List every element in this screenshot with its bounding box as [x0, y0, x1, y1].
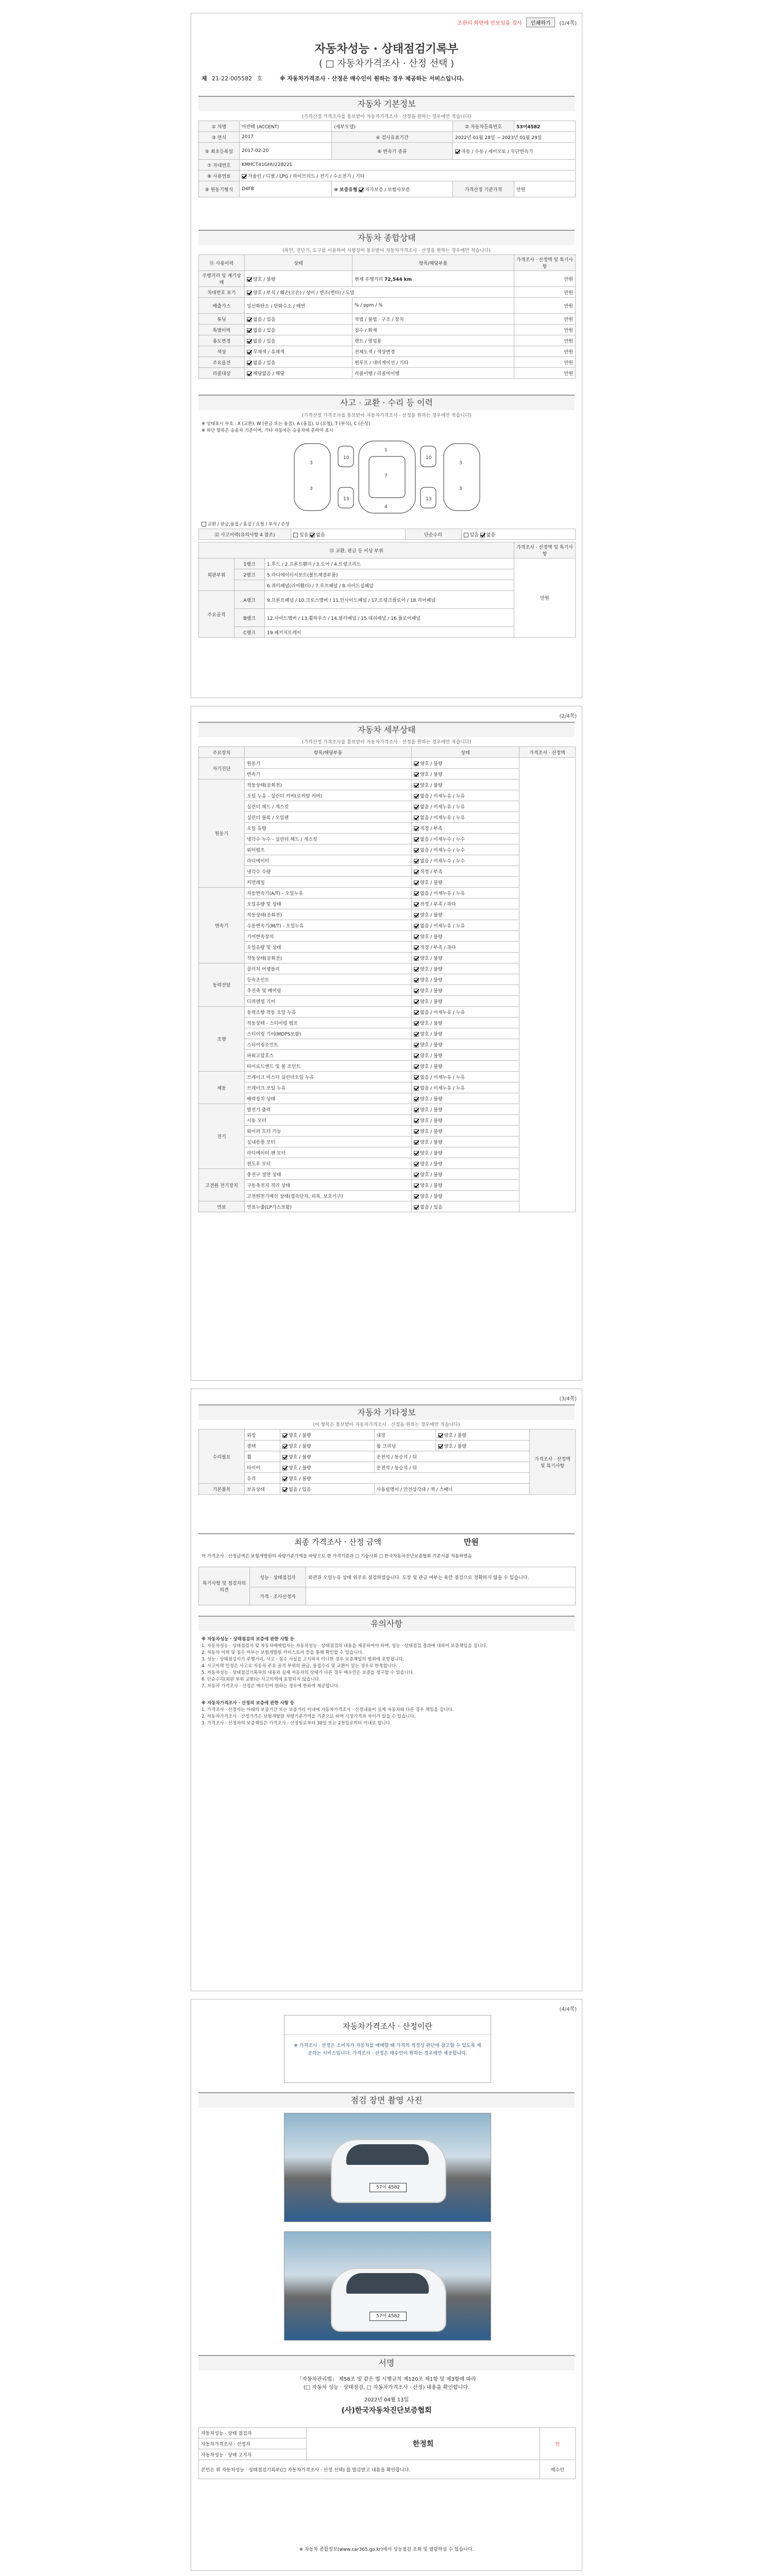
- summary-note: (육안, 진단기, 도구를 이용하여 시험장비 통보받아 자동차가격조사 · 산정을 원하는 경우에만 적습니다): [282, 248, 491, 253]
- page-number: (1/4쪽): [559, 20, 577, 26]
- detail-state: 없음 / 미세누유 / 누유: [420, 1075, 465, 1080]
- table-row: B랭크 12.사이드멤버 / 13.휠하우스 / 14.필러패널 / 15.대쉬패널 / 16.플로어패널: [199, 609, 576, 627]
- checkbox: [414, 761, 418, 766]
- accident-legend: 교환 / 판금,용접 / 흠집 / 요철 / 부식 / 손상: [201, 521, 290, 527]
- detail-state: 양호 / 불량: [420, 977, 443, 983]
- detail-item: 냉각수 누수 - 실린더 헤드 / 개스킷: [245, 834, 412, 844]
- summary-heading: 자동차 종합상태: [198, 230, 575, 245]
- checkbox: [414, 999, 418, 1004]
- price-service-notice: [284, 2015, 491, 2083]
- basic-info-table: [198, 121, 576, 197]
- table-row: C랭크 19.패키지트레이: [199, 627, 576, 638]
- final-price-unit: 만원: [463, 1537, 479, 1547]
- detail-state: 양호 / 불량: [420, 912, 443, 918]
- etc-note: (이 항목은 통보받아 자동차가격조사 · 산정을 원하는 경우에만 적습니다): [313, 1422, 460, 1428]
- detail-item: 타이로드엔드 및 볼 조인트: [245, 1061, 412, 1072]
- table-row: ① 차명 아반떼 (ACCENT) (세부모델) ② 자동차등록번호 53어4582: [199, 121, 576, 132]
- page-3: [191, 1388, 582, 1991]
- detail-item: 자동변속기(A/T) - 오일누유: [245, 888, 412, 899]
- notice-text: ※ 가격조사 · 산정은 소비자가 자동차를 매매할 때 가격의 적정성 판단에 참고할 수 있도록 제공하는 서비스입니다. 가격조사 · 산정은 매수인이 원하는 경우에만 제공합니다.: [294, 2043, 481, 2056]
- checkbox: [414, 1043, 418, 1047]
- checkbox: [414, 924, 418, 928]
- detail-group-name: 연료: [199, 1201, 245, 1212]
- detail-state: 양호 / 불량: [420, 1183, 443, 1189]
- checkbox: [414, 794, 418, 799]
- summary-table: [198, 255, 576, 379]
- checkbox: [414, 978, 418, 982]
- checkbox: [414, 1194, 418, 1199]
- checkbox: [414, 913, 418, 918]
- detail-item: 배력장치 상태: [245, 1093, 412, 1104]
- accident-note: (가격산정 가격조사를 통보받아 자동차가격조사 · 산정을 원하는 경우에만 적습니다): [301, 413, 472, 418]
- table-row: [199, 942, 576, 953]
- detail-group-name: 전기: [199, 1104, 245, 1169]
- detail-state: 양호 / 불량: [420, 988, 443, 994]
- detail-item: 구동축전지 격리 상태: [245, 1180, 412, 1191]
- table-row: [199, 877, 576, 888]
- checkbox: [414, 1075, 418, 1080]
- checkbox: [414, 891, 418, 896]
- detail-state: 양호 / 불량: [420, 772, 443, 777]
- table-row: 자동차성능 · 상태 점검자 한정희 인: [199, 2428, 576, 2438]
- checkbox: [359, 188, 363, 192]
- detail-state: 양호 / 불량: [420, 783, 443, 788]
- table-row: [199, 953, 576, 963]
- table-row: [199, 1191, 576, 1201]
- detail-item: 충전구 절연 상태: [245, 1169, 412, 1180]
- table-row: 배출가스 일산화탄소 / 탄화수소 / 매연 % / ppm / % 만원: [199, 298, 576, 314]
- checkbox: [414, 1205, 418, 1210]
- detail-item: 작동상태(공회전): [245, 953, 412, 963]
- table-row: [199, 985, 576, 996]
- table-row: [199, 790, 576, 801]
- table-row: ③ 연식 2017 ④ 검사유효기간 2022년 01월 28일 ~ 2023년 01월 29일: [199, 132, 576, 143]
- detail-item: 브레이크 오일 누유: [245, 1082, 412, 1093]
- checkbox: [414, 1183, 418, 1188]
- table-row: 주요옵션 없음 / 있음 썬루프 / 네비게이션 / 기타 만원: [199, 357, 576, 368]
- page-number: (2/4쪽): [559, 713, 577, 719]
- table-row: 주요장치 항목/해당부품 상태 가격조사 · 산정액: [199, 747, 576, 758]
- detail-state: 없음 / 미세누수 / 누수: [420, 837, 465, 842]
- detail-item: 냉각수 수량: [245, 866, 412, 877]
- detail-item: 디퍼렌셜 기어: [245, 996, 412, 1007]
- detail-state: 양호 / 불량: [420, 1021, 443, 1026]
- checkbox: [414, 1129, 418, 1134]
- detail-state: 양호 / 불량: [420, 956, 443, 961]
- table-row: 휠 양호 / 불량 운전석 / 동승석 / 뒤: [199, 1451, 576, 1462]
- notice-title: 자동차가격조사 · 산정이란: [284, 2021, 491, 2035]
- table-row: [199, 931, 576, 942]
- detail-item: 커먼레일: [245, 877, 412, 888]
- table-row: [199, 1082, 576, 1093]
- table-row: [199, 996, 576, 1007]
- table-row: ⑪ 사용이력 상태 항목/해당부품 가격조사 · 산정액 및 특기사항: [199, 255, 576, 271]
- table-row: 기본품목 보유상태 없음 / 있음 사용설명서 / 안전삼각대 / 잭 / 스패너: [199, 1484, 576, 1495]
- caution-list: ※ 자동차성능 · 상태점검의 보증에 관한 사항 등 1. 자동차성능 · 상태점검자 및 자동차매매업자는 자동차성능 · 상태점검의 내용을 제공하여야 하며, 성능 · 상태점검 결과에 대하여 보증책임을 집니다. 2. 자동차 이력 및 침수 여부는 보험개발원 카히스토리 등을 통해 확인할 수 있습니다. 3. 성능 · 상태점검자가 주행거리, 사고 · 침수 사실을 고지하지 아니한 경우 보증책임의 범위에 포함됩니다. 4. 사고이력 인정은 사고로 자동차 주요 골격 부위의 판금, 용접수리 및 교환이 있는 경우로 한정합니다. 5. 자동차성능 · 상태점검기록부의 내용과 실제 자동차의 상태가 다른 경우 매수인은 보증을 청구할 수 있습니다. 6. 단순수리(외판 부위 교환)는 사고이력에 포함되지 않습니다. 7. 자동차 가격조사 · 산정은 매수인이 원하는 경우에 한하여 제공합니다. ※ 자동차가격조사 · 산정의 보증에 관한 사항 등 1. 가격조사 · 산정자는 아래의 보증기간 또는 보증거리 이내에 자동차가격조사 · 산정내용이 실제 자동차와 다른 경우 책임을 집니다. 2. 자동차가격조사 · 산정가격은 보험개발원 차량기준가액을 기준으로 하며 시장가격과 차이가 있을 수 있습니다. 3. 가격조사 · 산정자의 보증책임은 가격조사 · 산정일로부터 30일 또는 2천킬로미터 이내로 합니다.: [201, 1637, 488, 1726]
- detail-item: 라디에이터: [245, 855, 412, 866]
- signature-table: [198, 2427, 576, 2479]
- checkbox: [414, 1173, 418, 1177]
- caution-heading: 유의사항: [198, 1616, 575, 1631]
- table-row: [199, 758, 576, 769]
- checkbox: [414, 1086, 418, 1091]
- checkbox: [414, 1118, 418, 1123]
- svg-text:3: 3: [459, 461, 462, 466]
- detail-state: 양호 / 불량: [420, 1053, 443, 1059]
- detail-item: 오일유량 및 상태: [245, 942, 412, 953]
- table-row: [199, 855, 576, 866]
- table-row: [199, 909, 576, 920]
- table-row: 차대번호 표기 양호 / 부식 / 훼손(오손) / 상이 / 변조(변타) / 도말 만원: [199, 287, 576, 298]
- document-subtitle: ( □ 자동차가격조사 · 산정 선택 ): [318, 58, 455, 69]
- checkbox: [414, 1054, 418, 1058]
- table-row: [199, 1050, 576, 1061]
- table-row: 2랭크 5.라디에이터서포트(볼트체결부품): [199, 569, 576, 580]
- checkbox: [414, 1140, 418, 1145]
- table-row: [199, 801, 576, 812]
- checkbox: [414, 826, 418, 831]
- page-number: (3/4쪽): [559, 1396, 577, 1402]
- table-row: [199, 963, 576, 974]
- checkbox: [414, 772, 418, 777]
- table-row: [199, 1093, 576, 1104]
- table-row: [199, 974, 576, 985]
- parts-table: [198, 542, 576, 638]
- table-row: [199, 888, 576, 899]
- basic-info-heading: 자동차 기본정보: [198, 96, 575, 111]
- checkbox: [242, 174, 246, 179]
- svg-text:13: 13: [426, 497, 432, 502]
- detail-heading: 자동차 세부상태: [198, 722, 575, 737]
- checkbox: [414, 837, 418, 842]
- registration-number: 53어4582: [514, 121, 576, 132]
- checkbox: [414, 880, 418, 885]
- detail-state: 없음 / 미세누수 / 누수: [420, 858, 465, 864]
- detail-state: 양호 / 불량: [420, 1129, 443, 1134]
- table-row: [199, 1007, 576, 1018]
- table-row: ⑨ 원동기형식 D4FB ⑩ 보증유형 자가보증 / 보험사보증 가격산정 기준가격 만원: [199, 181, 576, 197]
- detail-item: 추진축 및 베어링: [245, 985, 412, 996]
- inspection-photo-2: [284, 2231, 491, 2341]
- basic-info-note: (가격산정 가격조사를 통보받아 자동차가격조사 · 산정을 원하는 경우에만 적습니다): [301, 114, 472, 120]
- detail-item: 와이퍼 모터 기능: [245, 1126, 412, 1137]
- car-parts-diagram: [284, 438, 490, 516]
- checkbox: [414, 816, 418, 820]
- car-outline-left: [294, 444, 330, 511]
- detail-state: 양호 / 불량: [420, 1140, 443, 1145]
- final-price-text: 이 가격조사 · 산정금액은 보험개발원의 차량기준가액을 바탕으로 한 가격기준과 □ 기술사회 □ 한국자동차진단보증협회 기준서를 적용하였음: [201, 1554, 472, 1559]
- detail-state: 적정 / 부족: [420, 869, 443, 875]
- detail-item: 동력조향 작동 오일 누유: [245, 1007, 412, 1018]
- opinion-table: [198, 1567, 576, 1605]
- detail-item: 수동변속기(M/T) - 오일누유: [245, 920, 412, 931]
- table-row: 가격 · 조사산정자: [199, 1587, 576, 1605]
- detail-state: 없음 / 미세누유 / 누유: [420, 815, 465, 821]
- accident-desc-2: ※ 하단 항목은 승용차 기준이며, 기타 자동차는 승용차에 준하여 표시: [201, 428, 333, 433]
- detail-state: 없음 / 미세누유 / 누유: [420, 1010, 465, 1015]
- print-button[interactable]: 인쇄하기: [526, 18, 556, 27]
- license-plate: 57어 4582: [369, 2183, 407, 2192]
- table-row: [199, 1039, 576, 1050]
- table-row: 리콜대상 해당없음 / 해당 리콜이행 / 리콜미이행 만원: [199, 368, 576, 379]
- detail-state: 양호 / 불량: [420, 1172, 443, 1178]
- signature-heading: 서명: [198, 2355, 575, 2370]
- detail-group-name: 자기진단: [199, 758, 245, 779]
- detail-state: 양호 / 불량: [420, 761, 443, 767]
- table-row: ⑫ 사고이력(유의사항 4 참조) 있음 없음 단순수리 있음 없음: [199, 529, 576, 540]
- table-row: ⑧ 사용연료 가솔린 / 디젤 / LPG / 하이브리드 / 전기 / 수소전기 / 기타: [199, 171, 576, 181]
- detail-state: 양호 / 불량: [420, 1150, 443, 1156]
- detail-item: 파워고압호스: [245, 1050, 412, 1061]
- table-row: 튜닝 없음 / 있음 적법 / 불법 · 구조 / 장치 만원: [199, 314, 576, 325]
- table-row: [199, 1115, 576, 1126]
- doc-no-label: 제: [201, 75, 207, 82]
- checkbox: [455, 149, 460, 154]
- detail-item: 등속조인트: [245, 974, 412, 985]
- checkbox: [414, 989, 418, 993]
- table-row: [199, 866, 576, 877]
- checkbox: [414, 805, 418, 809]
- checkbox: [414, 956, 418, 961]
- page-header: [196, 16, 577, 28]
- detail-state: 없음 / 미세누수 / 누수: [420, 848, 465, 853]
- detail-group-name: 제동: [199, 1072, 245, 1104]
- signer-name: 한정희: [307, 2428, 540, 2460]
- detail-state: 양호 / 불량: [420, 880, 443, 886]
- detail-item: 변속기: [245, 769, 412, 779]
- table-row: 자동차가격조사 · 산정자: [199, 2438, 576, 2449]
- table-row: [199, 812, 576, 823]
- accident-status-table: [198, 529, 576, 540]
- detail-state: 없음 / 미세누유 / 누유: [420, 923, 465, 929]
- checkbox: [414, 783, 418, 788]
- inspection-photo-1: [284, 2113, 491, 2222]
- detail-state: 양호 / 불량: [420, 1161, 443, 1167]
- detail-item: 스티어링 기어(MDPS포함): [245, 1028, 412, 1039]
- detail-item: 워터펌프: [245, 844, 412, 855]
- license-plate: 57어 4582: [369, 2312, 407, 2321]
- svg-text:4: 4: [384, 504, 388, 510]
- table-row: [199, 1126, 576, 1137]
- photo-heading: 점검 장면 촬영 사진: [198, 2092, 575, 2108]
- checkbox: [414, 1032, 418, 1037]
- svg-text:3: 3: [310, 461, 313, 466]
- detail-item: 브레이크 마스터 실린더오일 누유: [245, 1072, 412, 1082]
- page-1: [191, 13, 582, 698]
- checkbox: [414, 1021, 418, 1026]
- checkbox: [414, 967, 418, 972]
- checkbox: [414, 870, 418, 874]
- detail-item: 작동상태(공회전): [245, 779, 412, 790]
- document-number-row: [201, 74, 572, 82]
- detail-item: 연료누출(LP가스포함): [245, 1201, 412, 1212]
- detail-item: 오일 누유 - 실린더 커버(로커암 커버): [245, 790, 412, 801]
- detail-state: 양호 / 불량: [420, 1064, 443, 1070]
- header-warning: 조판의 화면에 안보임을 검사: [457, 20, 522, 26]
- table-row: [199, 1028, 576, 1039]
- page-number: (4/4쪽): [559, 2006, 577, 2012]
- table-row: [199, 899, 576, 909]
- detail-item: 작동상태 - 스티어링 펌프: [245, 1018, 412, 1028]
- table-row: 자동차성능 · 상태 고지자: [199, 2449, 576, 2460]
- detail-item: 작동상태(공회전): [245, 909, 412, 920]
- detail-state: 적정 / 부족 / 과다: [420, 945, 456, 951]
- table-row: 색상 무채색 / 유채색 전체도색 / 색상변경 만원: [199, 346, 576, 357]
- detail-state: 양호 / 불량: [420, 1096, 443, 1102]
- detail-state: 양호 / 불량: [420, 1107, 443, 1113]
- table-row: 유리 양호 / 불량: [199, 1473, 576, 1484]
- doc-no-suffix: 호: [257, 75, 263, 82]
- svg-text:3: 3: [310, 486, 313, 492]
- detail-state: 양호 / 불량: [420, 999, 443, 1005]
- svg-text:1: 1: [384, 448, 388, 453]
- accident-heading: 사고 · 교환 · 수리 등 이력: [198, 395, 575, 410]
- checkbox: [414, 902, 418, 907]
- table-row: [199, 1158, 576, 1169]
- detail-group-name: 고전원 전기장치: [199, 1169, 245, 1201]
- detail-state: 없음 / 미세누유 / 누유: [420, 793, 465, 799]
- checkbox: [414, 935, 418, 939]
- detail-state: 적정 / 부족: [420, 826, 443, 832]
- detail-item: 실내송풍 모터: [245, 1137, 412, 1147]
- detail-item: 시동 모터: [245, 1115, 412, 1126]
- detail-state: 없음 / 미세누유 / 누유: [420, 891, 465, 896]
- checkbox: [414, 1097, 418, 1101]
- detail-state: 양호 / 불량: [420, 934, 443, 940]
- table-row: 용도변경 없음 / 있음 렌트 / 영업용 만원: [199, 335, 576, 346]
- table-row: [199, 779, 576, 790]
- detail-state: 양호 / 불량: [420, 967, 443, 972]
- svg-text:13: 13: [343, 497, 349, 502]
- table-row: [199, 1018, 576, 1028]
- detail-item: 스티어링조인트: [245, 1039, 412, 1050]
- detail-note: (가격산정 가격조사를 통보받아 자동차가격조사 · 산정을 원하는 경우에만 적습니다): [301, 740, 472, 745]
- detail-state: 없음 / 있음: [420, 1205, 443, 1210]
- detail-group-name: 변속기: [199, 888, 245, 963]
- detail-item: 실린더 헤드 / 개스킷: [245, 801, 412, 812]
- detail-item: 기어변속장치: [245, 931, 412, 942]
- detail-group-name: 원동기: [199, 779, 245, 888]
- checkbox: [414, 1010, 418, 1015]
- page-4: [191, 1999, 582, 2571]
- document-title: 자동차성능 · 상태점검기록부: [314, 43, 459, 56]
- table-row: [199, 1147, 576, 1158]
- detail-state: 양호 / 불량: [420, 1042, 443, 1048]
- table-row: [199, 1169, 576, 1180]
- table-row: [199, 823, 576, 834]
- table-row: 타이어 양호 / 불량 운전석 / 동승석 / 뒤: [199, 1462, 576, 1473]
- detail-state: 없음 / 미세누유 / 누유: [420, 1086, 465, 1091]
- table-row: [199, 1201, 576, 1212]
- doc-no-value: 21-22-005582: [212, 75, 253, 82]
- mileage-value: 72,544 km: [384, 277, 412, 282]
- signature-organization: (사)한국자동차진단보증협회: [341, 2406, 432, 2415]
- table-row: [199, 1137, 576, 1147]
- service-notice: ※ 자동차가격조사 · 산정은 매수인이 원하는 경우 제공하는 서비스입니다.: [279, 75, 464, 82]
- table-row: 주요골격 A랭크 9.프론트패널 / 10.크로스멤버 / 11.인사이드패널 / 17.트렁크플로어 / 18.리어패널: [199, 591, 576, 609]
- table-row: [199, 1104, 576, 1115]
- table-row: ⑦ 차대번호 KMHCT41GHU228221: [199, 160, 576, 171]
- table-row: [199, 1072, 576, 1082]
- accident-desc-1: ※ 상태표시 부호 : X (교환), W (판금 또는 용접), A (흠집), U (요철), T (부식), C (손상): [201, 421, 371, 427]
- seal-stamp: 인: [555, 2442, 560, 2447]
- table-row: 특기사항 및 점검자의 의견 성능 · 상태점검자 외관과 오일누유 상태 위주로 점검하였습니다. 도장 및 판금 여부는 육안 점검으로 정확하지 않을 수 있습니다.: [199, 1567, 576, 1587]
- checkbox: [414, 945, 418, 950]
- checkbox: [414, 859, 418, 863]
- table-row: [199, 834, 576, 844]
- detail-group-name: 조향: [199, 1007, 245, 1072]
- inspector-opinion: 외관과 오일누유 상태 위주로 점검하였습니다. 도장 및 판금 여부는 육안 점검으로 정확하지 않을 수 있습니다.: [306, 1567, 576, 1587]
- checkbox: [414, 1162, 418, 1166]
- table-row: ⑬ 교환, 판금 등 이상 부위 가격조사 · 산정액 및 특기사항: [199, 543, 576, 558]
- svg-text:7: 7: [384, 473, 388, 479]
- detail-item: 클러치 어셈블리: [245, 963, 412, 974]
- detail-state: 양호 / 불량: [420, 1031, 443, 1037]
- table-row: 본인은 위 자동차성능 · 상태점검기록부(□ 자동차가격조사 · 산정 선택) 를 발급받고 내용을 확인합니다. 매수인: [199, 2460, 576, 2479]
- detail-state: 양호 / 불량: [420, 1194, 443, 1199]
- detail-item: 라디에이터 팬 모터: [245, 1147, 412, 1158]
- etc-heading: 자동차 기타정보: [198, 1404, 575, 1420]
- car-outline-right: [444, 444, 480, 511]
- table-row: [199, 1061, 576, 1072]
- final-price-heading: 최종 가격조사 · 산정 금액 만원: [198, 1533, 575, 1549]
- detail-item: 오일 유량: [245, 823, 412, 834]
- checkbox: [414, 1064, 418, 1069]
- table-row: 주행거리 및 계기상태 양호 / 불량 현재 주행거리 72,544 km 만원: [199, 271, 576, 287]
- detail-state: 양호 / 불량: [420, 1118, 443, 1124]
- table-row: ⑤ 최초등록일 2017-02-20 ⑥ 변속기 종류 자동 / 수동 / 세미오토 / 무단변속기: [199, 143, 576, 160]
- table-row: [199, 769, 576, 779]
- etc-table: [198, 1429, 576, 1495]
- checkbox: [414, 1108, 418, 1112]
- page-2: [191, 706, 582, 1381]
- svg-text:10: 10: [343, 455, 349, 461]
- detail-state: 적정 / 부족 / 과다: [420, 902, 456, 907]
- table-row: [199, 920, 576, 931]
- table-row: [199, 1180, 576, 1191]
- detail-item: 발전기 출력: [245, 1104, 412, 1115]
- table-row: [199, 844, 576, 855]
- signature-law-text: 「자동차관리법」 제58조 및 같은 법 시행규칙 제120조 제1항 및 제3항에 따라 (□ 자동차 성능 · 상태점검, □ 자동차가격조사 · 산정) 내용을 확인합니다. 2022년 04월 13일 (사)한국자동차진단보증협회: [198, 2376, 575, 2415]
- table-row: 수리필요 외장 양호 / 불량 내장 양호 / 불량 가격조사 · 산정액 및 특기사항: [199, 1430, 576, 1440]
- svg-text:10: 10: [426, 455, 432, 461]
- detail-item: 오일유량 및 상태: [245, 899, 412, 909]
- table-row: 특별이력 없음 / 있음 침수 / 화재 만원: [199, 325, 576, 335]
- footer-note: ※ 자동차 종합정보(www.car365.go.kr)에서 성능점검 조회 및 열람하실 수 있습니다.: [299, 2547, 474, 2552]
- detail-item: 윈도우 모터: [245, 1158, 412, 1169]
- table-row: 6.쿼터패널(리어휀더) / 7.루프패널 / 8.사이드실패널: [199, 580, 576, 591]
- detail-item: 원동기: [245, 758, 412, 769]
- checkbox: [414, 1151, 418, 1156]
- detail-state: 없음 / 미세누유 / 누유: [420, 804, 465, 810]
- document-title-block: [191, 40, 582, 70]
- detail-item: 고전원전기배선 상태(접속단자, 피복, 보호기구): [245, 1191, 412, 1201]
- svg-text:3: 3: [459, 486, 462, 492]
- table-row: 외판부위 1랭크 1.후드 / 2.프론트휀더 / 3.도어 / 4.트렁크리드 만원: [199, 558, 576, 569]
- detail-group-name: 동력전달: [199, 963, 245, 1007]
- detail-table: [198, 747, 576, 1212]
- table-row: 광택 양호 / 불량 룸 크리닝 양호 / 불량: [199, 1440, 576, 1451]
- checkbox: [414, 848, 418, 853]
- detail-item: 실린더 블록 / 오일팬: [245, 812, 412, 823]
